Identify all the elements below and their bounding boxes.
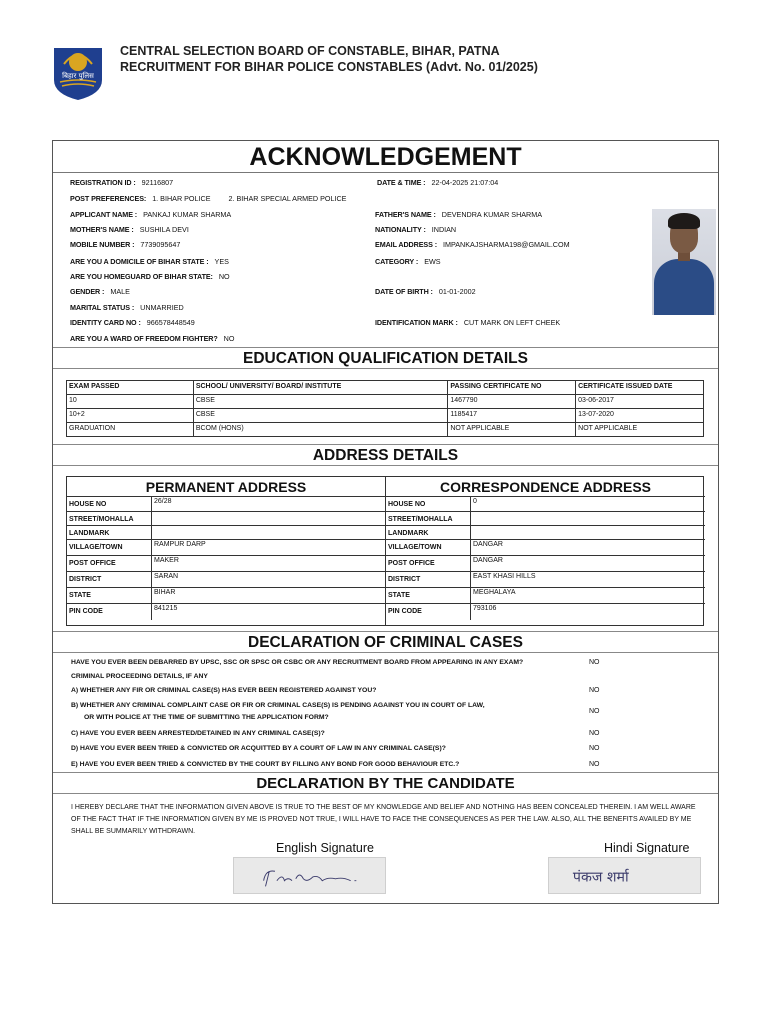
post-pref-label: POST PREFERENCES:	[70, 194, 147, 203]
gender-label: GENDER :	[70, 287, 105, 296]
address-row	[67, 572, 385, 588]
freedom-label: ARE YOU A WARD OF FREEDOM FIGHTER?	[70, 334, 218, 343]
question-a: A) WHETHER ANY FIR OR CRIMINAL CASE(S) HAS EVER BEEN REGISTERED AGAINST YOU?	[71, 687, 377, 694]
education-section-title: EDUCATION QUALIFICATION DETAILS	[53, 347, 718, 369]
edu-cell: 10+2	[67, 409, 194, 423]
registration-field	[70, 178, 173, 188]
question-e: E) HAVE YOU EVER BEEN TRIED & CONVICTED BY THE COURT BY FILLING ANY BOND FOR GOOD BEHAVIOUR ETC.?	[71, 761, 460, 768]
gender-value: MALE	[110, 287, 130, 296]
address-row	[386, 588, 705, 604]
mobile-value: 7739095647	[140, 240, 181, 249]
address-label: PIN CODE	[69, 608, 103, 615]
address-label: STREET/MOHALLA	[69, 516, 134, 523]
edu-cell: 13-07-2020	[576, 409, 704, 423]
nationality-field	[375, 225, 456, 235]
address-label: POST OFFICE	[388, 560, 435, 567]
mother-field	[70, 225, 189, 235]
father-value: DEVENDRA KUMAR SHARMA	[441, 210, 543, 219]
address-value: DANGAR	[473, 541, 503, 548]
applicant-label: APPLICANT NAME :	[70, 210, 138, 219]
freedom-value: NO	[223, 334, 235, 343]
address-label: STREET/MOHALLA	[388, 516, 453, 523]
candidate-section-title: DECLARATION BY THE CANDIDATE	[53, 772, 718, 794]
idcard-value: 966578448549	[146, 318, 195, 327]
bihar-police-logo	[50, 42, 106, 102]
address-label: POST OFFICE	[69, 560, 116, 567]
table-row	[67, 423, 704, 437]
address-label: PIN CODE	[388, 608, 422, 615]
domicile-field	[70, 257, 229, 267]
address-row	[386, 512, 705, 526]
address-row	[67, 526, 385, 540]
address-row	[386, 604, 705, 620]
edu-header-cell: PASSING CERTIFICATE NO	[448, 381, 576, 395]
address-row	[67, 512, 385, 526]
idcard-label: IDENTITY CARD NO :	[70, 318, 141, 327]
criminal-proceeding-heading: CRIMINAL PROCEEDING DETAILS, IF ANY	[71, 673, 208, 680]
idmark-value: CUT MARK ON LEFT CHEEK	[463, 318, 561, 327]
mother-label: MOTHER'S NAME :	[70, 225, 134, 234]
dob-label: DATE OF BIRTH :	[375, 287, 433, 296]
idmark-label: IDENTIFICATION MARK :	[375, 318, 458, 327]
edu-header-cell: EXAM PASSED	[67, 381, 194, 395]
homeguard-field	[70, 272, 230, 282]
answer-e: NO	[589, 761, 600, 768]
education-header-row	[67, 381, 704, 395]
mobile-field	[70, 240, 180, 250]
idmark-field	[375, 318, 560, 328]
applicant-value: PANKAJ KUMAR SHARMA	[143, 210, 232, 219]
edu-header-cell: CERTIFICATE ISSUED DATE	[576, 381, 704, 395]
correspondence-address-column	[386, 477, 705, 625]
homeguard-value: NO	[218, 272, 230, 281]
dob-field	[375, 287, 476, 297]
edu-cell: 03-06-2017	[576, 395, 704, 409]
address-row	[386, 572, 705, 588]
address-label: LANDMARK	[388, 530, 429, 537]
acknowledgement-document	[52, 140, 719, 904]
page-header	[50, 40, 730, 110]
address-row	[386, 556, 705, 572]
address-row	[67, 588, 385, 604]
address-row	[386, 497, 705, 512]
address-label: LANDMARK	[69, 530, 110, 537]
datetime-field	[377, 178, 498, 188]
address-label: HOUSE NO	[388, 501, 426, 508]
address-section-title: ADDRESS DETAILS	[53, 444, 718, 466]
address-value: 841215	[154, 605, 178, 612]
hindi-signature-image	[548, 857, 701, 894]
father-label: FATHER'S NAME :	[375, 210, 436, 219]
address-value: BIHAR	[154, 589, 176, 596]
recruitment-subtitle: RECRUITMENT FOR BIHAR POLICE CONSTABLES (Advt. No. 01/2025)	[120, 60, 538, 74]
category-field	[375, 257, 441, 267]
answer-d: NO	[589, 745, 600, 752]
email-label: EMAIL ADDRESS :	[375, 240, 437, 249]
dob-value: 01-01-2002	[438, 287, 476, 296]
post-preferences-field	[70, 194, 346, 204]
address-value: EAST KHASI HILLS	[473, 573, 536, 580]
father-field	[375, 210, 542, 220]
address-row	[67, 604, 385, 620]
address-row	[67, 556, 385, 572]
question-c: C) HAVE YOU EVER BEEN ARRESTED/DETAINED IN ANY CRIMINAL CASE(S)?	[71, 730, 325, 737]
email-value: IMPANKAJSHARMA198@GMAIL.COM	[443, 240, 570, 249]
correspondence-address-title: CORRESPONDENCE ADDRESS	[386, 477, 705, 497]
address-label: DISTRICT	[388, 576, 421, 583]
answer-b: NO	[589, 708, 600, 715]
address-row	[386, 540, 705, 556]
english-signature-label: English Signature	[276, 841, 374, 855]
edu-cell: CBSE	[193, 395, 448, 409]
permanent-address-title: PERMANENT ADDRESS	[67, 477, 385, 497]
domicile-label: ARE YOU A DOMICILE OF BIHAR STATE :	[70, 257, 209, 266]
category-label: CATEGORY :	[375, 257, 419, 266]
question-b-line2: OR WITH POLICE AT THE TIME OF SUBMITTING THE APPLICATION FORM?	[84, 714, 329, 721]
edu-cell: 10	[67, 395, 194, 409]
org-title: CENTRAL SELECTION BOARD OF CONSTABLE, BIHAR, PATNA	[120, 44, 500, 58]
edu-cell: GRADUATION	[67, 423, 194, 437]
marital-value: UNMARRIED	[140, 303, 184, 312]
edu-cell: 1467790	[448, 395, 576, 409]
edu-cell: BCOM (HONS)	[193, 423, 448, 437]
address-row	[67, 497, 385, 512]
address-label: HOUSE NO	[69, 501, 107, 508]
criminal-section-title: DECLARATION OF CRIMINAL CASES	[53, 631, 718, 653]
edu-cell: NOT APPLICABLE	[448, 423, 576, 437]
address-label: DISTRICT	[69, 576, 102, 583]
idcard-field	[70, 318, 195, 328]
address-row	[386, 526, 705, 540]
address-value: RAMPUR DARP	[154, 541, 206, 548]
marital-label: MARITAL STATUS :	[70, 303, 135, 312]
question-d: D) HAVE YOU EVER BEEN TRIED & CONVICTED OR ACQUITTED BY A COURT OF LAW IN ANY CRIMINAL CASE(S)?	[71, 745, 446, 752]
nationality-label: NATIONALITY :	[375, 225, 426, 234]
acknowledgement-title: ACKNOWLEDGEMENT	[53, 141, 718, 173]
education-table	[66, 380, 704, 437]
freedom-fighter-field	[70, 334, 234, 344]
address-value: 26/28	[154, 498, 172, 505]
address-value: DANGAR	[473, 557, 503, 564]
address-value: 793106	[473, 605, 497, 612]
logo-lettering: बिहार पुलिस	[62, 72, 94, 80]
address-value: MEGHALAYA	[473, 589, 516, 596]
address-row	[67, 540, 385, 556]
address-label: VILLAGE/TOWN	[69, 544, 123, 551]
answer-a: NO	[589, 687, 600, 694]
table-row	[67, 395, 704, 409]
edu-cell: CBSE	[193, 409, 448, 423]
edu-header-cell: SCHOOL/ UNIVERSITY/ BOARD/ INSTITUTE	[193, 381, 448, 395]
mother-value: SUSHILA DEVI	[139, 225, 189, 234]
marital-field	[70, 303, 184, 313]
address-label: STATE	[388, 592, 410, 599]
datetime-label: DATE & TIME :	[377, 178, 426, 187]
hindi-signature-lettering: पंकज शर्मा	[572, 869, 629, 886]
address-table	[66, 476, 704, 626]
address-label: STATE	[69, 592, 91, 599]
debarred-answer: NO	[589, 659, 600, 666]
answer-c: NO	[589, 730, 600, 737]
mobile-label: MOBILE NUMBER :	[70, 240, 135, 249]
homeguard-label: ARE YOU HOMEGUARD OF BIHAR STATE:	[70, 272, 213, 281]
category-value: EWS	[424, 257, 441, 266]
permanent-address-column	[67, 477, 386, 625]
applicant-photo	[652, 209, 716, 315]
address-value: MAKER	[154, 557, 179, 564]
question-b-line1: B) WHETHER ANY CRIMINAL COMPLAINT CASE OR FIR OR CRIMINAL CASE(S) IS PENDING AGAINST YOU IN COURT OF LAW,	[71, 702, 485, 709]
address-value: 0	[473, 498, 477, 505]
debarred-question: HAVE YOU EVER BEEN DEBARRED BY UPSC, SSC OR SPSC OR CSBC OR ANY RECRUITMENT BOARD FROM APPEARING IN ANY EXAM?	[71, 659, 524, 666]
table-row	[67, 409, 704, 423]
registration-value: 92116807	[141, 178, 174, 187]
registration-label: REGISTRATION ID :	[70, 178, 136, 187]
edu-cell: NOT APPLICABLE	[576, 423, 704, 437]
datetime-value: 22-04-2025 21:07:04	[431, 178, 499, 187]
english-signature-image	[233, 857, 386, 894]
nationality-value: INDIAN	[431, 225, 457, 234]
hindi-signature-label: Hindi Signature	[604, 841, 690, 855]
post-pref-1: 1. BIHAR POLICE	[152, 194, 211, 203]
address-label: VILLAGE/TOWN	[388, 544, 442, 551]
edu-cell: 1185417	[448, 409, 576, 423]
declaration-text: I HEREBY DECLARE THAT THE INFORMATION GIVEN ABOVE IS TRUE TO THE BEST OF MY KNOWLEDGE AND BELIEF AND NOTHING HAS BEEN CONCEALED THEREIN. I AM WELL AWARE OF THE FACT THAT IF THE INFORMATION GIVEN BY ME IS PROVED NOT TRUE, I WILL HAVE TO FACE THE CONSEQUENCES AS PER THE LAW. ALSO, ALL THE BENEFITS AVAILED BY ME SHALL BE SUMMARILY WITHDRAWN.	[71, 804, 696, 835]
domicile-value: YES	[214, 257, 229, 266]
email-field	[375, 240, 570, 250]
gender-field	[70, 287, 130, 297]
address-value: SARAN	[154, 573, 179, 580]
applicant-field	[70, 210, 231, 220]
post-pref-2: 2. BIHAR SPECIAL ARMED POLICE	[228, 194, 347, 203]
